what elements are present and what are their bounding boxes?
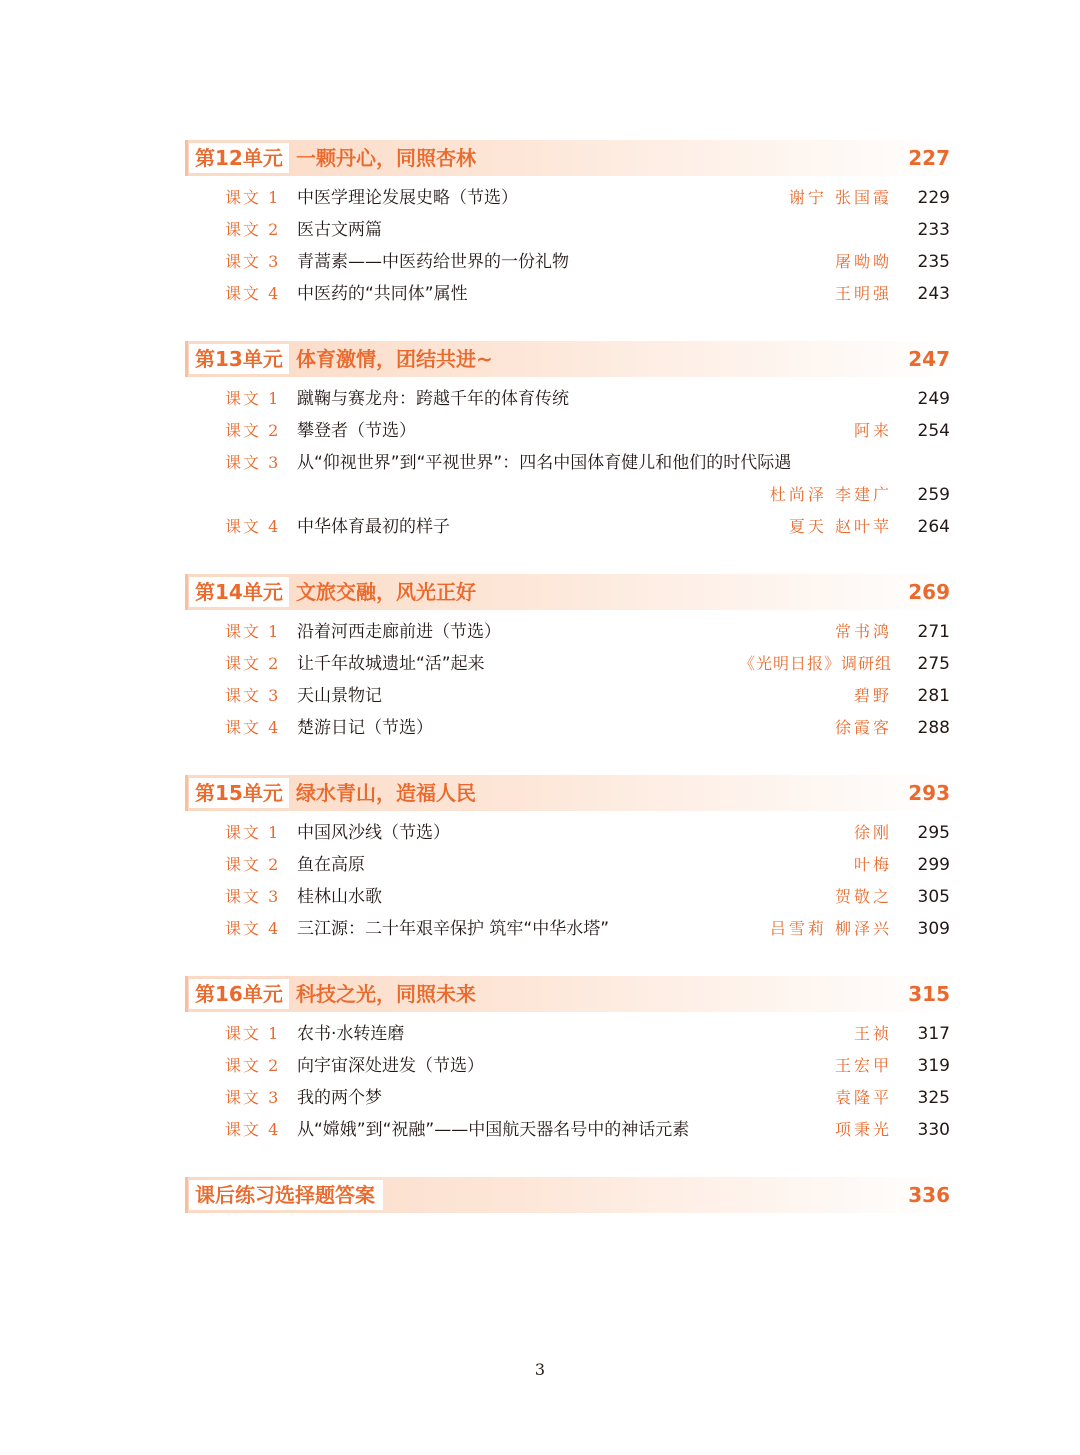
unit-label: 第15单元 bbox=[189, 778, 289, 808]
lesson-row bbox=[185, 712, 960, 744]
lesson-number: 课文 1 bbox=[225, 188, 281, 207]
lesson-title: 医古文两篇 bbox=[297, 220, 382, 240]
lesson-number: 课文 1 bbox=[225, 622, 281, 641]
lesson-author: 王祯 bbox=[853, 1024, 892, 1043]
unit-title: 科技之光，同照未来 bbox=[296, 982, 476, 1006]
lesson-row bbox=[185, 447, 960, 511]
lesson-title: 沿着河西走廊前进（节选） bbox=[297, 622, 501, 642]
lesson-page: 233 bbox=[917, 220, 950, 240]
lesson-title: 农书·水转连磨 bbox=[297, 1024, 405, 1044]
lesson-author: 袁隆平 bbox=[834, 1088, 892, 1107]
unit-label: 第14单元 bbox=[189, 577, 289, 607]
lesson-page: 309 bbox=[917, 919, 950, 939]
lesson-page: 330 bbox=[917, 1120, 950, 1140]
unit-title: 文旅交融，风光正好 bbox=[296, 580, 476, 604]
lesson-title: 青蒿素——中医药给世界的一份礼物 bbox=[297, 252, 569, 272]
lesson-number: 课文 3 bbox=[225, 453, 281, 472]
lesson-row bbox=[185, 1050, 960, 1082]
lesson-title: 楚游日记（节选） bbox=[297, 718, 433, 738]
lesson-row bbox=[185, 817, 960, 849]
unit-header bbox=[185, 976, 960, 1012]
unit-header bbox=[185, 574, 960, 610]
lesson-title: 三江源：二十年艰辛保护 筑牢“中华水塔” bbox=[297, 919, 610, 939]
lesson-number: 课文 3 bbox=[225, 887, 281, 906]
unit-title: 体育激情，团结共进~ bbox=[296, 347, 493, 371]
unit-12 bbox=[185, 140, 960, 310]
unit-title: 绿水青山，造福人民 bbox=[296, 781, 476, 805]
lesson-page: 243 bbox=[917, 284, 950, 304]
unit-page-number: 247 bbox=[908, 347, 950, 371]
lesson-page: 288 bbox=[917, 718, 950, 738]
lesson-page: 249 bbox=[917, 389, 950, 409]
lesson-number: 课文 2 bbox=[225, 855, 281, 874]
lesson-title: 我的两个梦 bbox=[297, 1088, 382, 1108]
lesson-number: 课文 2 bbox=[225, 220, 281, 239]
lesson-row bbox=[185, 680, 960, 712]
lesson-author: 《光明日报》调研组 bbox=[738, 654, 892, 673]
lesson-page: 235 bbox=[917, 252, 950, 272]
lesson-number: 课文 3 bbox=[225, 1088, 281, 1107]
unit-header bbox=[185, 140, 960, 176]
unit-page-number: 315 bbox=[908, 982, 950, 1006]
lesson-title: 从“嫦娥”到“祝融”——中国航天器名号中的神话元素 bbox=[297, 1120, 690, 1140]
lesson-author: 王宏甲 bbox=[834, 1056, 892, 1075]
unit-header bbox=[185, 1177, 960, 1213]
lesson-row bbox=[185, 1114, 960, 1146]
lesson-title: 向宇宙深处进发（节选） bbox=[297, 1056, 484, 1076]
lesson-author: 碧野 bbox=[853, 686, 892, 705]
lesson-number: 课文 4 bbox=[225, 718, 281, 737]
lesson-title: 从“仰视世界”到“平视世界”：四名中国体育健儿和他们的时代际遇 bbox=[297, 453, 792, 473]
lesson-number: 课文 2 bbox=[225, 654, 281, 673]
lesson-page: 319 bbox=[917, 1056, 950, 1076]
lesson-number: 课文 4 bbox=[225, 1120, 281, 1139]
lesson-row bbox=[185, 182, 960, 214]
lesson-title: 天山景物记 bbox=[297, 686, 382, 706]
lesson-row bbox=[185, 648, 960, 680]
unit-label: 第16单元 bbox=[189, 979, 289, 1009]
lesson-author: 谢宁 张国霞 bbox=[788, 188, 892, 207]
answers-section bbox=[185, 1177, 960, 1213]
unit-15 bbox=[185, 775, 960, 945]
lesson-row bbox=[185, 881, 960, 913]
lesson-page: 305 bbox=[917, 887, 950, 907]
lesson-title: 中医药的“共同体”属性 bbox=[297, 284, 468, 304]
answers-page-number: 336 bbox=[908, 1183, 950, 1207]
unit-label: 第12单元 bbox=[189, 143, 289, 173]
lesson-page: 259 bbox=[917, 485, 950, 505]
lesson-author: 屠呦呦 bbox=[834, 252, 892, 271]
lesson-number: 课文 2 bbox=[225, 421, 281, 440]
lesson-title: 攀登者（节选） bbox=[297, 421, 416, 441]
lesson-row bbox=[185, 246, 960, 278]
lesson-number: 课文 3 bbox=[225, 686, 281, 705]
lesson-author: 吕雪莉 柳泽兴 bbox=[769, 919, 892, 938]
lesson-author: 夏天 赵叶苹 bbox=[788, 517, 892, 536]
lesson-number: 课文 4 bbox=[225, 284, 281, 303]
lesson-page: 229 bbox=[917, 188, 950, 208]
unit-13 bbox=[185, 341, 960, 543]
lesson-page: 254 bbox=[917, 421, 950, 441]
unit-title: 一颗丹心，同照杏林 bbox=[296, 146, 476, 170]
unit-page-number: 293 bbox=[908, 781, 950, 805]
unit-header bbox=[185, 775, 960, 811]
unit-label: 第13单元 bbox=[189, 344, 289, 374]
lesson-row bbox=[185, 1082, 960, 1114]
answers-label: 课后练习选择题答案 bbox=[189, 1180, 383, 1210]
lesson-author: 徐霞客 bbox=[834, 718, 892, 737]
lesson-title: 中华体育最初的样子 bbox=[297, 517, 450, 537]
lesson-author: 常书鸿 bbox=[834, 622, 892, 641]
lesson-author: 徐刚 bbox=[853, 823, 892, 842]
lesson-row bbox=[185, 616, 960, 648]
lesson-title: 中国风沙线（节选） bbox=[297, 823, 450, 843]
lesson-page: 317 bbox=[917, 1024, 950, 1044]
unit-page-number: 227 bbox=[908, 146, 950, 170]
lesson-page: 325 bbox=[917, 1088, 950, 1108]
lesson-author: 叶梅 bbox=[853, 855, 892, 874]
lesson-row bbox=[185, 511, 960, 543]
unit-16 bbox=[185, 976, 960, 1146]
lesson-author: 杜尚泽 李建广 bbox=[769, 485, 892, 504]
lesson-title: 桂林山水歌 bbox=[297, 887, 382, 907]
lesson-row bbox=[185, 1018, 960, 1050]
lesson-title: 中医学理论发展史略（节选） bbox=[297, 188, 518, 208]
lesson-page: 275 bbox=[917, 654, 950, 674]
lesson-number: 课文 2 bbox=[225, 1056, 281, 1075]
lesson-row bbox=[185, 278, 960, 310]
lesson-number: 课文 1 bbox=[225, 823, 281, 842]
lesson-title: 让千年故城遗址“活”起来 bbox=[297, 654, 485, 674]
lesson-row bbox=[185, 415, 960, 447]
lesson-number: 课文 3 bbox=[225, 252, 281, 271]
unit-14 bbox=[185, 574, 960, 744]
unit-page-number: 269 bbox=[908, 580, 950, 604]
lesson-row bbox=[185, 214, 960, 246]
lesson-title: 蹴鞠与赛龙舟：跨越千年的体育传统 bbox=[297, 389, 569, 409]
lesson-page: 264 bbox=[917, 517, 950, 537]
lesson-author: 阿来 bbox=[853, 421, 892, 440]
page-number: 3 bbox=[534, 1360, 546, 1379]
lesson-row bbox=[185, 913, 960, 945]
lesson-row bbox=[185, 849, 960, 881]
lesson-author: 王明强 bbox=[834, 284, 892, 303]
lesson-page: 295 bbox=[917, 823, 950, 843]
lesson-author: 项秉光 bbox=[834, 1120, 892, 1139]
lesson-page: 281 bbox=[917, 686, 950, 706]
unit-header bbox=[185, 341, 960, 377]
lesson-title: 鱼在高原 bbox=[297, 855, 365, 875]
lesson-number: 课文 4 bbox=[225, 919, 281, 938]
lesson-author: 贺敬之 bbox=[834, 887, 892, 906]
lesson-page: 299 bbox=[917, 855, 950, 875]
lesson-number: 课文 4 bbox=[225, 517, 281, 536]
lesson-row bbox=[185, 383, 960, 415]
lesson-number: 课文 1 bbox=[225, 389, 281, 408]
lesson-page: 271 bbox=[917, 622, 950, 642]
lesson-number: 课文 1 bbox=[225, 1024, 281, 1043]
